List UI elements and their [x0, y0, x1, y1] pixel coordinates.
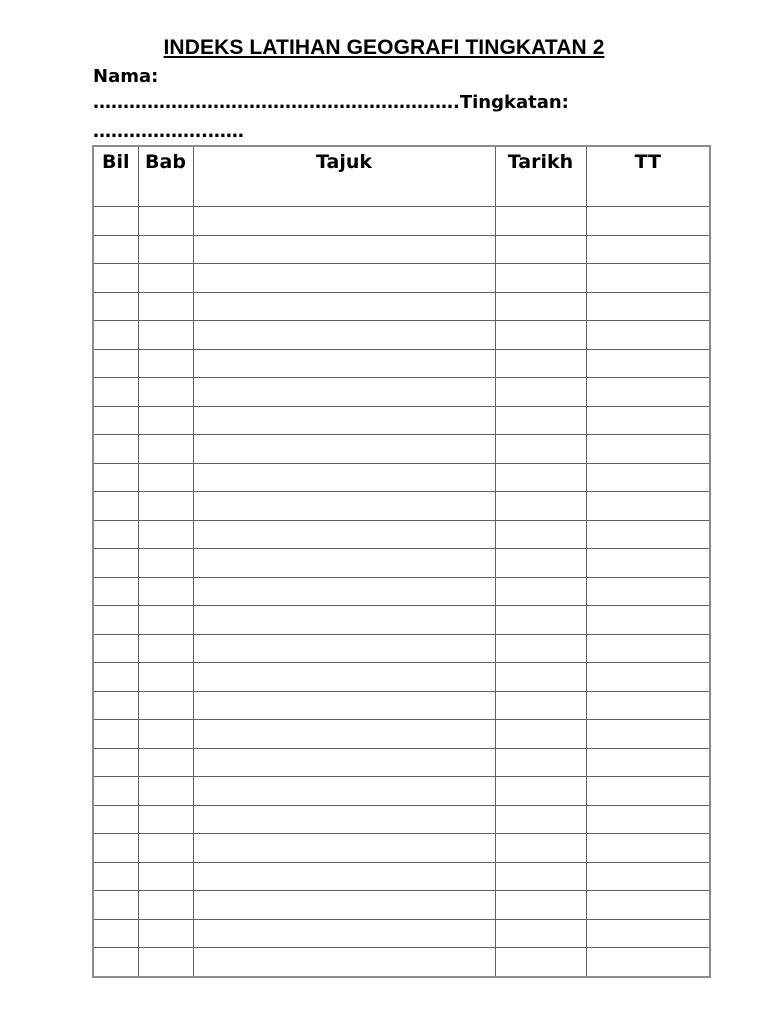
cell-tarikh [495, 577, 586, 606]
table-row [93, 663, 710, 692]
table-row [93, 805, 710, 834]
cell-bil [93, 634, 138, 663]
cell-tt [586, 663, 710, 692]
cell-tt [586, 834, 710, 863]
cell-bil [93, 948, 138, 977]
cell-tarikh [495, 634, 586, 663]
cell-tt [586, 235, 710, 264]
cell-tt [586, 349, 710, 378]
cell-tajuk [193, 777, 495, 806]
cell-bil [93, 321, 138, 350]
cell-tajuk [193, 378, 495, 407]
cell-tt [586, 520, 710, 549]
table-row [93, 292, 710, 321]
cell-tt [586, 207, 710, 236]
cell-tarikh [495, 834, 586, 863]
cell-tajuk [193, 606, 495, 635]
cell-bil [93, 663, 138, 692]
cell-tajuk [193, 321, 495, 350]
cell-tarikh [495, 406, 586, 435]
table-row [93, 748, 710, 777]
cell-tt [586, 805, 710, 834]
nama-tingkatan-line: …………………………………………………….Tingkatan: [93, 92, 569, 113]
table-row [93, 834, 710, 863]
cell-tt [586, 748, 710, 777]
cell-tarikh [495, 663, 586, 692]
cell-tt [586, 321, 710, 350]
cell-tarikh [495, 691, 586, 720]
cell-tarikh [495, 463, 586, 492]
table-row [93, 321, 710, 350]
cell-tt [586, 862, 710, 891]
cell-bil [93, 378, 138, 407]
cell-tajuk [193, 634, 495, 663]
table-row [93, 264, 710, 293]
table-row [93, 406, 710, 435]
table-row [93, 549, 710, 578]
cell-tarikh [495, 948, 586, 977]
table-row [93, 492, 710, 521]
cell-tarikh [495, 606, 586, 635]
cell-bab [138, 492, 193, 521]
cell-bil [93, 748, 138, 777]
cell-tajuk [193, 520, 495, 549]
cell-bab [138, 235, 193, 264]
cell-tajuk [193, 805, 495, 834]
cell-tarikh [495, 748, 586, 777]
cell-bil [93, 463, 138, 492]
cell-tt [586, 492, 710, 521]
cell-bil [93, 549, 138, 578]
cell-tajuk [193, 435, 495, 464]
table-row [93, 720, 710, 749]
cell-tajuk [193, 349, 495, 378]
cell-bil [93, 435, 138, 464]
cell-bab [138, 463, 193, 492]
cell-bil [93, 577, 138, 606]
cell-bil [93, 606, 138, 635]
cell-bil [93, 207, 138, 236]
cell-bil [93, 919, 138, 948]
cell-tarikh [495, 235, 586, 264]
table-row [93, 520, 710, 549]
cell-bab [138, 891, 193, 920]
table-row [93, 378, 710, 407]
cell-tarikh [495, 549, 586, 578]
cell-tarikh [495, 777, 586, 806]
cell-tarikh [495, 862, 586, 891]
header-bab: Bab [138, 146, 193, 207]
cell-tarikh [495, 321, 586, 350]
cell-bab [138, 606, 193, 635]
cell-bil [93, 720, 138, 749]
cell-bab [138, 663, 193, 692]
cell-tajuk [193, 577, 495, 606]
cell-tt [586, 264, 710, 293]
cell-tt [586, 919, 710, 948]
cell-bab [138, 862, 193, 891]
cell-tajuk [193, 691, 495, 720]
cell-tarikh [495, 720, 586, 749]
cell-bab [138, 349, 193, 378]
cell-tajuk [193, 919, 495, 948]
cell-bil [93, 520, 138, 549]
cell-bab [138, 207, 193, 236]
cell-tt [586, 777, 710, 806]
nama-label: Nama: [93, 66, 159, 87]
cell-tarikh [495, 805, 586, 834]
cell-tarikh [495, 207, 586, 236]
cell-tajuk [193, 663, 495, 692]
cell-bab [138, 378, 193, 407]
table-row [93, 777, 710, 806]
cell-tajuk [193, 264, 495, 293]
cell-bil [93, 349, 138, 378]
cell-bil [93, 235, 138, 264]
cell-bil [93, 292, 138, 321]
cell-bab [138, 691, 193, 720]
document-title: INDEKS LATIHAN GEOGRAFI TINGKATAN 2 [163, 36, 605, 59]
cell-tt [586, 606, 710, 635]
tingkatan-fill-line: ……………….…… [93, 121, 244, 142]
cell-bab [138, 919, 193, 948]
cell-bil [93, 492, 138, 521]
cell-tajuk [193, 549, 495, 578]
cell-bil [93, 264, 138, 293]
cell-tajuk [193, 292, 495, 321]
cell-tajuk [193, 748, 495, 777]
cell-tajuk [193, 720, 495, 749]
cell-bab [138, 834, 193, 863]
cell-bab [138, 435, 193, 464]
cell-tt [586, 891, 710, 920]
cell-bab [138, 292, 193, 321]
table-row [93, 435, 710, 464]
cell-tarikh [495, 919, 586, 948]
table-row [93, 349, 710, 378]
cell-bil [93, 406, 138, 435]
cell-tt [586, 720, 710, 749]
cell-tt [586, 577, 710, 606]
table-row [93, 606, 710, 635]
cell-bab [138, 549, 193, 578]
cell-bab [138, 577, 193, 606]
cell-bil [93, 805, 138, 834]
cell-tarikh [495, 349, 586, 378]
cell-tt [586, 691, 710, 720]
table-row [93, 463, 710, 492]
table-row [93, 948, 710, 977]
table-header-row [93, 146, 710, 207]
cell-bab [138, 777, 193, 806]
cell-tajuk [193, 207, 495, 236]
cell-tarikh [495, 378, 586, 407]
cell-bab [138, 406, 193, 435]
cell-bab [138, 321, 193, 350]
header-tarikh: Tarikh [495, 146, 586, 207]
cell-tajuk [193, 834, 495, 863]
exercise-index-table [92, 145, 711, 978]
cell-tajuk [193, 862, 495, 891]
table-row [93, 207, 710, 236]
cell-tt [586, 634, 710, 663]
cell-tt [586, 406, 710, 435]
cell-tt [586, 435, 710, 464]
cell-tt [586, 948, 710, 977]
header-tt: TT [586, 146, 710, 207]
table-row [93, 634, 710, 663]
cell-tt [586, 292, 710, 321]
cell-tarikh [495, 435, 586, 464]
cell-bil [93, 777, 138, 806]
table-row [93, 862, 710, 891]
cell-bab [138, 634, 193, 663]
header-bil: Bil [93, 146, 138, 207]
cell-tajuk [193, 948, 495, 977]
cell-bab [138, 748, 193, 777]
cell-tajuk [193, 406, 495, 435]
cell-bil [93, 834, 138, 863]
table-body [93, 207, 710, 977]
cell-tarikh [495, 492, 586, 521]
cell-bab [138, 720, 193, 749]
table-row [93, 919, 710, 948]
cell-tajuk [193, 463, 495, 492]
cell-tt [586, 378, 710, 407]
cell-bab [138, 264, 193, 293]
cell-bil [93, 862, 138, 891]
cell-bab [138, 805, 193, 834]
cell-tarikh [495, 292, 586, 321]
cell-tajuk [193, 235, 495, 264]
cell-tt [586, 549, 710, 578]
table-row [93, 235, 710, 264]
cell-tajuk [193, 891, 495, 920]
cell-bab [138, 520, 193, 549]
cell-tarikh [495, 520, 586, 549]
cell-tt [586, 463, 710, 492]
cell-bab [138, 948, 193, 977]
header-tajuk: Tajuk [193, 146, 495, 207]
table-row [93, 577, 710, 606]
table-row [93, 891, 710, 920]
cell-bil [93, 891, 138, 920]
cell-tajuk [193, 492, 495, 521]
cell-tarikh [495, 264, 586, 293]
cell-bil [93, 691, 138, 720]
table-row [93, 691, 710, 720]
cell-tarikh [495, 891, 586, 920]
